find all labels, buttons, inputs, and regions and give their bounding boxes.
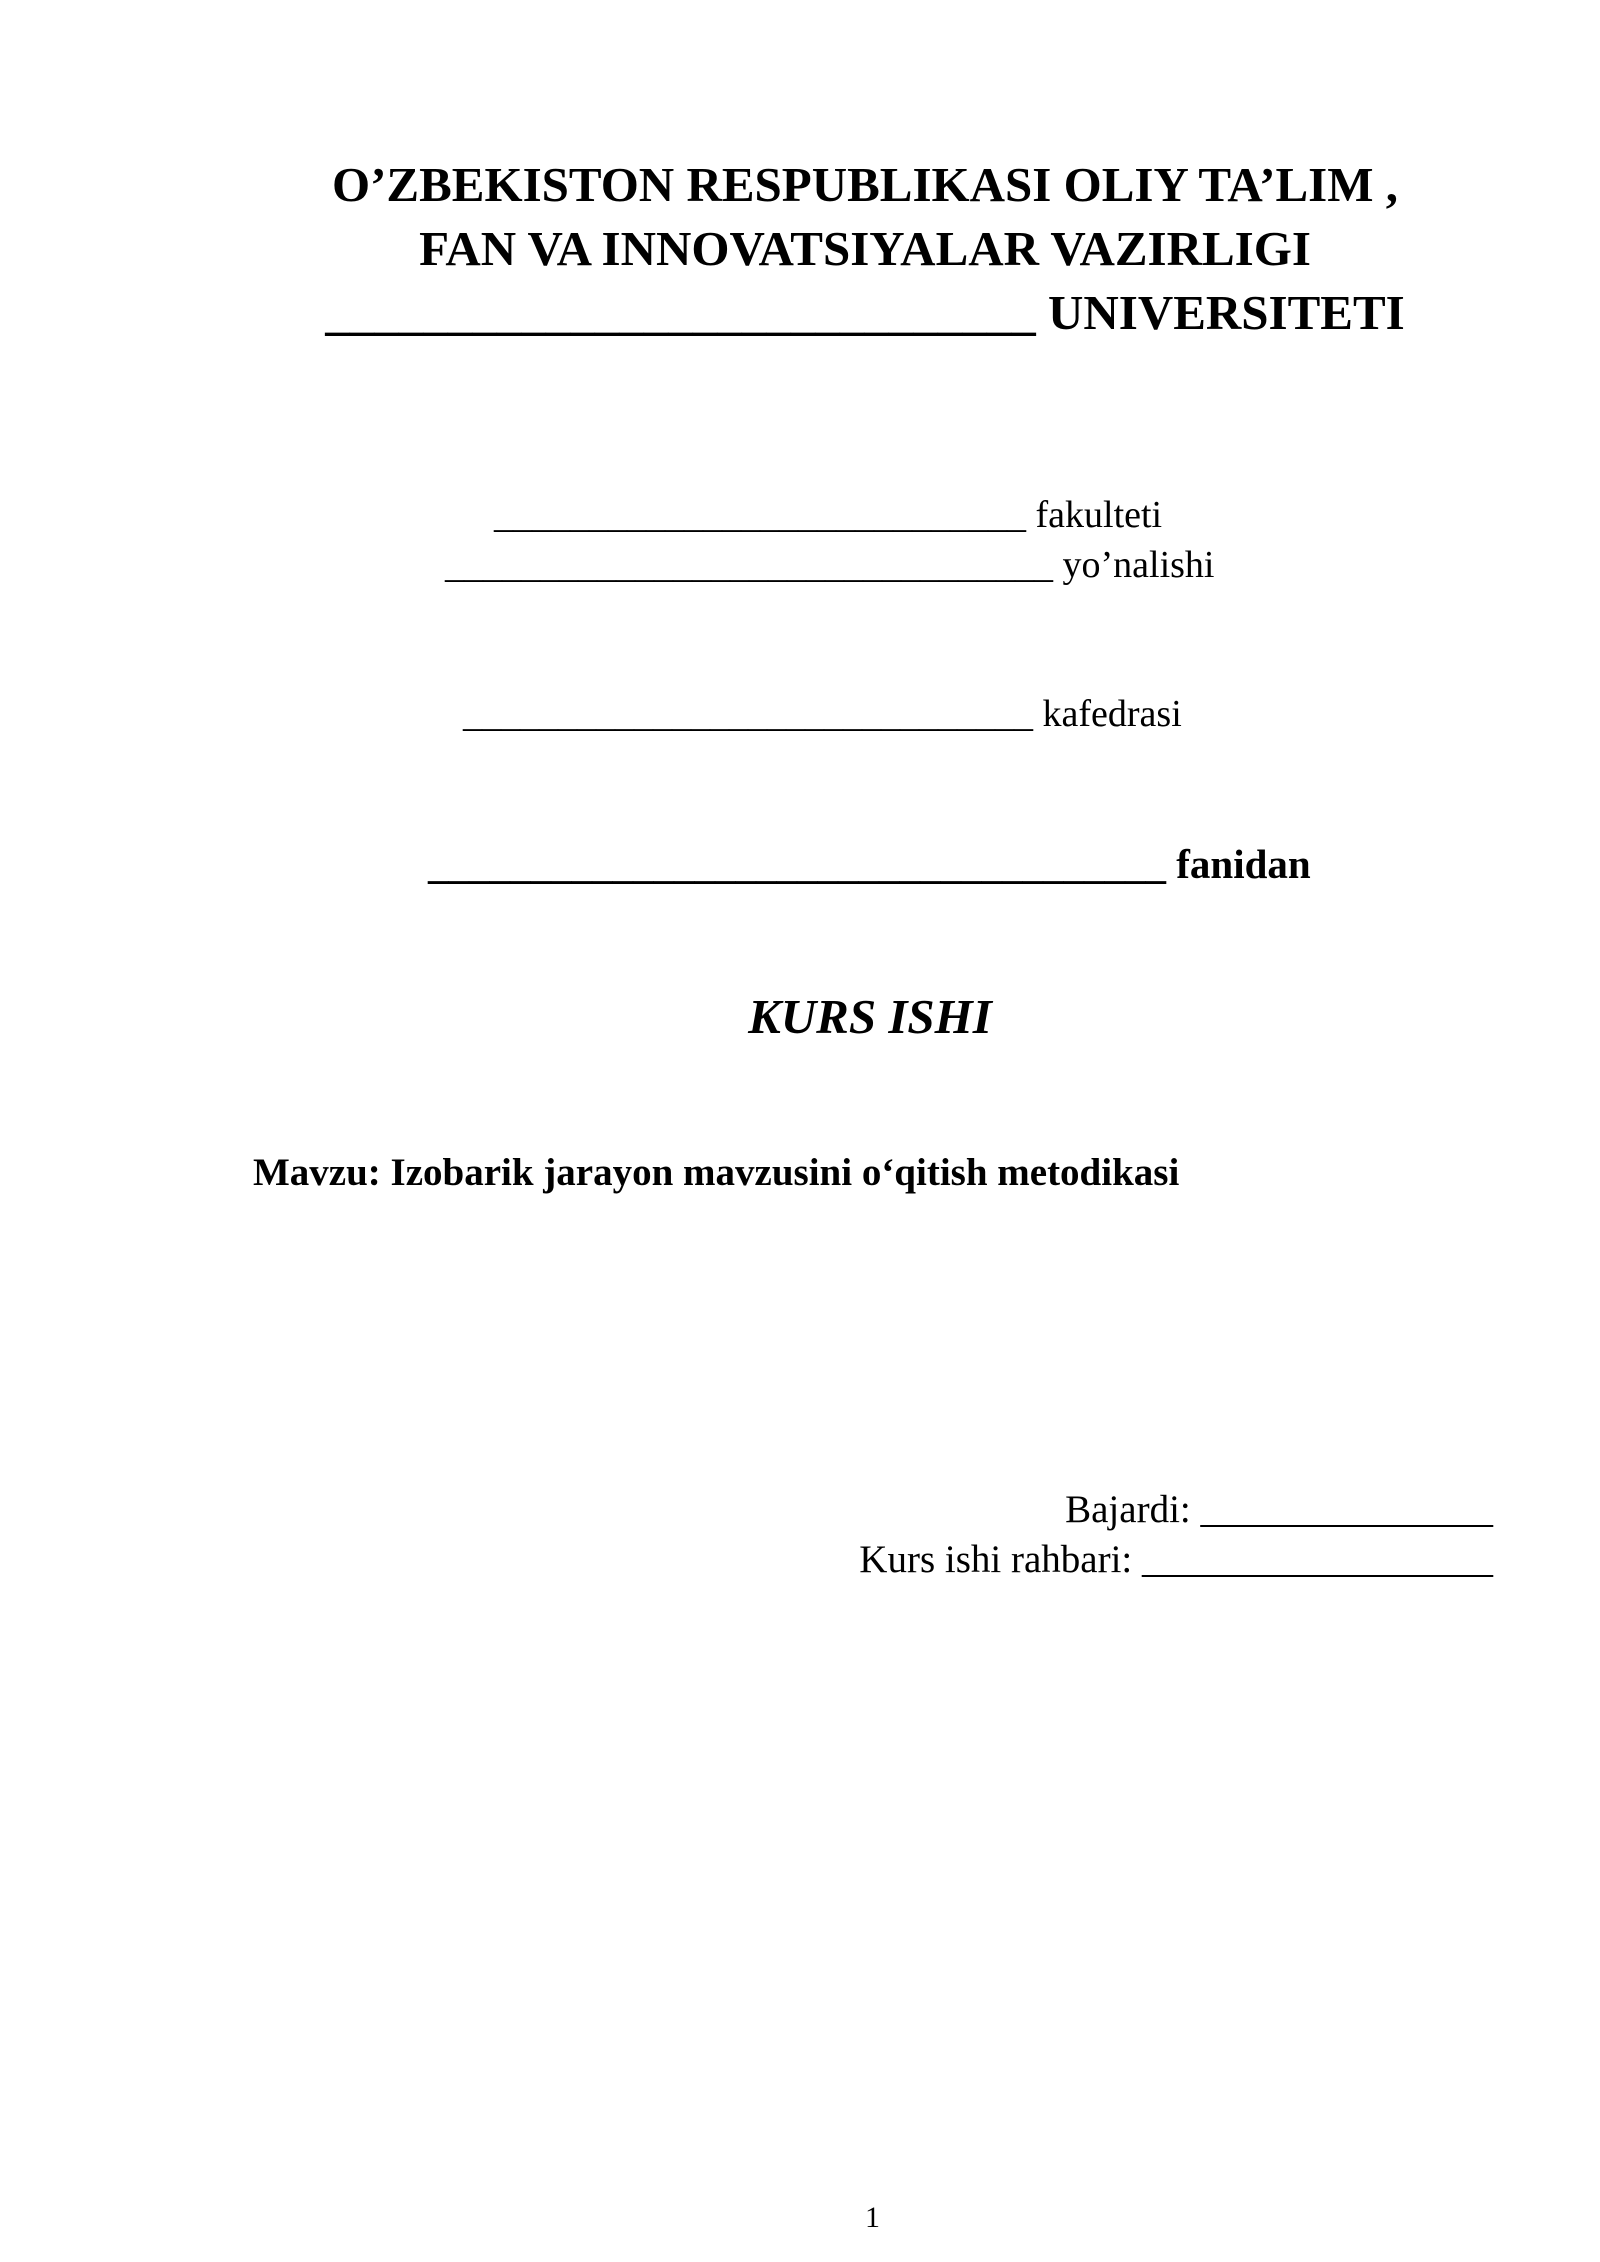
subject-field: ____________________________________ fanidan [428,841,1311,887]
ministry-title-line-2: FAN VA INNOVATSIYALAR VAZIRLIGI [419,221,1311,276]
document-title: KURS ISHI [748,989,992,1044]
university-name-line: _____________________________ UNIVERSITETI [325,285,1405,340]
department-field: ______________________________ kafedrasi [463,693,1182,735]
document-topic: Mavzu: Izobarik jarayon mavzusini o‘qitish metodikasi [253,1151,1180,1194]
performed-by-field: Bajardi: _______________ [1065,1488,1493,1531]
ministry-title-line-1: O’ZBEKISTON RESPUBLIKASI OLIY TA’LIM , [331,157,1398,212]
supervisor-field: Kurs ishi rahbari: __________________ [859,1538,1493,1581]
faculty-field: ____________________________ fakulteti [494,494,1163,536]
direction-field: ________________________________ yo’nalishi [445,544,1215,586]
page-number: 1 [865,2201,880,2234]
